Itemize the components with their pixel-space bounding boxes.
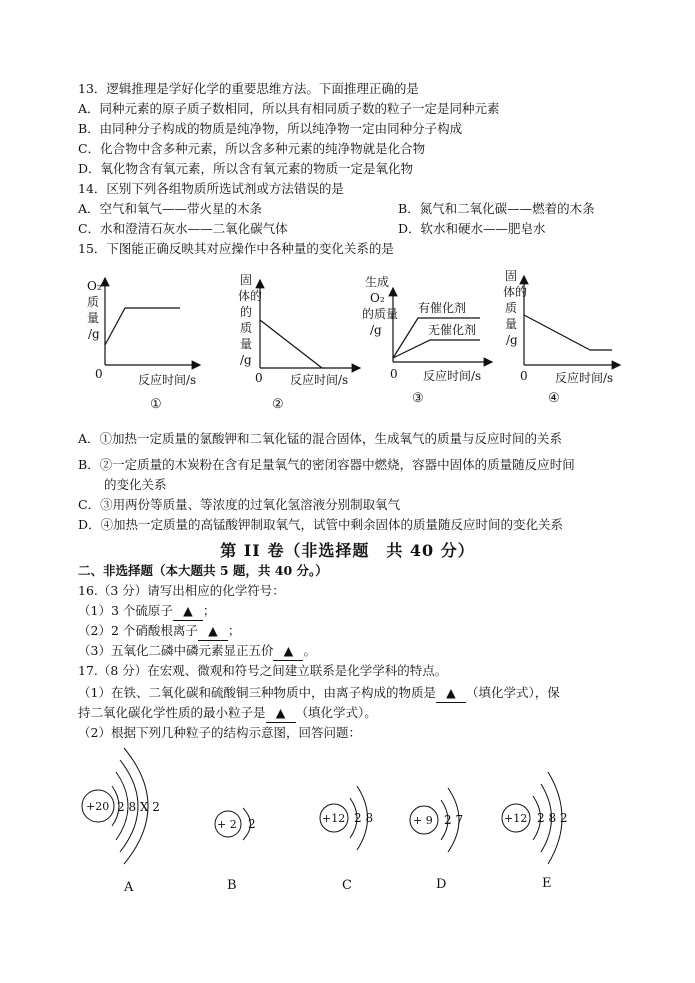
q15-option-c: C．③用两份等质量、等浓度的过氧化氢溶液分别制取氧气 — [78, 497, 401, 512]
graph-2-origin: 0 — [255, 371, 263, 385]
graph-3-curve-no-catalyst — [393, 340, 480, 358]
q16-part-2-semicolon: ； — [227, 623, 241, 638]
q17-stem: 17.（8 分）在宏观、微观和符号之间建立联系是化学学科的特点。 — [78, 663, 448, 678]
q13-option-b: B．由同种分子构成的物质是纯净物，所以纯净物一定由同种分子构成 — [78, 121, 463, 136]
q13-option-c: C．化合物中含多种元素，所以含多种元素的纯净物就是化合物 — [78, 141, 426, 156]
q16-answer-blank-1[interactable]: ▲ — [173, 602, 203, 621]
q16-part-3-text: （3）五氧化二磷中磷元素显正五价 — [78, 643, 274, 658]
graph-1-ylabel-2: 质 — [87, 295, 100, 309]
graph-1 — [87, 278, 200, 412]
q14-option-b: B．氮气和二氧化碳——燃着的木条 — [398, 201, 595, 216]
graph-4-ylabel-1: 固 — [505, 269, 518, 283]
q17-answer-blank-2[interactable]: ▲ — [266, 704, 296, 723]
q16-part-1-text: （1）3 个硫原子 — [78, 603, 173, 618]
q17-answer-blank-1[interactable]: ▲ — [436, 684, 466, 703]
graph-2-ylabel-4: 质 — [240, 321, 253, 335]
graph-1-origin: 0 — [95, 367, 103, 381]
q16-part-3-period: 。 — [303, 643, 316, 658]
atom-b-label: B — [227, 878, 237, 893]
q16-part-1 — [78, 602, 215, 621]
graph-4-ylabel-4: 量 — [505, 317, 518, 331]
atom-b — [215, 808, 256, 893]
q15-option-a: A．①加热一定质量的氯酸钾和二氧化锰的混合固体，生成氧气的质量与反应时间的关系 — [78, 431, 563, 446]
q16-stem: 16.（3 分）请写出相应的化学符号： — [78, 583, 285, 598]
q15-stem: 15．下图能正确反映其对应操作中各种量的变化关系的是 — [78, 241, 394, 256]
q13-stem: 13．逻辑推理是学好化学的重要思维方法。下面推理正确的是 — [78, 81, 419, 96]
graph-3-origin: 0 — [390, 367, 398, 381]
graph-1-ylabel-1: O₂ — [87, 279, 102, 293]
q17-part-1-text-a: （1）在铁、二氧化碳和硫酸铜三种物质中，由离子构成的物质是 — [78, 685, 436, 700]
graph-3-ylabel-1: 生成 — [365, 275, 390, 289]
graph-4-number: ④ — [548, 391, 560, 406]
graph-2-ylabel-6: /g — [240, 353, 252, 367]
graph-2-ylabel-1: 固 — [240, 273, 253, 287]
graph-3-number: ③ — [412, 391, 424, 406]
q16-part-2-text: （2）2 个硝酸根离子 — [78, 623, 198, 638]
graph-4-xlabel: 反应时间/s — [555, 371, 614, 385]
atom-a-nucleus: +20 — [86, 800, 110, 813]
q17-part-1-line1 — [78, 684, 560, 703]
q16-answer-blank-2[interactable]: ▲ — [198, 622, 228, 641]
atom-a — [82, 748, 160, 895]
graph-1-xlabel: 反应时间/s — [138, 373, 197, 387]
q15-option-b-line1: B．②一定质量的木炭粉在含有足量氧气的密闭容器中燃烧，容器中固体的质量随反应时间 — [78, 457, 575, 472]
atom-d-shells: 2 7 — [444, 813, 464, 827]
q14-option-d: D．软水和硬水——肥皂水 — [398, 221, 546, 236]
atom-d — [410, 788, 463, 892]
graph-4-ylabel-3: 质 — [505, 301, 518, 315]
graph-2-xlabel: 反应时间/s — [290, 373, 349, 387]
graph-2 — [238, 273, 360, 412]
atom-a-shells: 2 8 X 2 — [117, 800, 160, 814]
q17-part-1-text-d: （填化学式）。 — [295, 705, 377, 720]
q15-option-d: D．④加热一定质量的高锰酸钾制取氧气，试管中剩余固体的质量随反应时间的变化关系 — [78, 517, 564, 532]
atom-d-label: D — [436, 877, 447, 892]
q17-part-1-text-c: 持二氧化碳化学性质的最小粒子是 — [78, 705, 266, 720]
atom-e-label: E — [542, 876, 552, 891]
graph-2-ylabel-3: 的 — [240, 305, 253, 319]
part-2-title: 第 II 卷（非选择题 共 40 分） — [220, 541, 475, 560]
q17-part-1-line2 — [78, 704, 377, 723]
graph-2-ylabel-5: 量 — [240, 337, 253, 351]
graph-2-curve — [260, 320, 322, 368]
graph-2-ylabel-2: 体的 — [238, 289, 263, 303]
atom-b-shells: 2 — [248, 817, 256, 831]
q17-part-1-text-b: （填化学式），保 — [465, 685, 560, 700]
graph-3-label-no-catalyst: 无催化剂 — [428, 323, 477, 337]
atom-a-label: A — [124, 880, 134, 895]
graph-1-ylabel-3: 量 — [87, 311, 100, 325]
section-2-heading: 二、非选择题（本大题共 5 题，共 40 分。） — [78, 563, 328, 578]
atom-c-shells: 2 8 — [354, 811, 374, 825]
graph-1-number: ① — [150, 397, 162, 412]
q15-option-b-line2: 的变化关系 — [104, 477, 167, 492]
q16-answer-blank-3[interactable]: ▲ — [273, 642, 303, 661]
graph-4-ylabel-2: 体的 — [503, 285, 528, 299]
q16-part-2 — [78, 622, 240, 641]
atom-e-nucleus: +12 — [504, 812, 528, 825]
atom-e — [502, 772, 568, 891]
graph-3-xlabel: 反应时间/s — [423, 369, 482, 383]
graph-2-number: ② — [272, 397, 284, 412]
graph-3-label-catalyst: 有催化剂 — [418, 301, 467, 315]
q13-option-d: D．氧化物含有氧元素，所以含有氧元素的物质一定是氧化物 — [78, 161, 414, 176]
graph-4 — [503, 269, 620, 406]
atom-c-nucleus: +12 — [322, 812, 346, 825]
atom-d-nucleus: + 9 — [413, 814, 433, 827]
atom-e-shells: 2 8 2 — [537, 811, 568, 825]
q16-part-3 — [78, 642, 316, 661]
q16-part-1-semicolon: ； — [202, 603, 216, 618]
graph-3 — [362, 274, 492, 406]
atom-c-label: C — [342, 878, 352, 893]
graph-1-ylabel-4: /g — [88, 327, 100, 341]
q14-option-c: C．水和澄清石灰水——二氧化碳气体 — [78, 221, 288, 236]
q13-option-a: A．同种元素的原子质子数相同，所以具有相同质子数的粒子一定是同种元素 — [78, 101, 500, 116]
atom-b-nucleus: + 2 — [217, 818, 237, 831]
graph-4-curve — [524, 315, 590, 350]
q17-part-2: （2）根据下列几种粒子的结构示意图，回答问题： — [78, 725, 361, 740]
atom-c — [320, 786, 373, 893]
q14-stem: 14．区别下列各组物质所选试剂或方法错误的是 — [78, 181, 344, 196]
graph-1-curve — [105, 308, 180, 345]
graph-3-ylabel-4: /g — [370, 323, 382, 337]
graph-3-ylabel-2: O₂ — [370, 291, 385, 305]
graph-4-origin: 0 — [520, 369, 528, 383]
q14-option-a: A．空气和氧气——带火星的木条 — [78, 201, 263, 216]
graph-4-ylabel-5: /g — [506, 333, 518, 347]
graph-3-ylabel-3: 的质量 — [362, 307, 399, 321]
